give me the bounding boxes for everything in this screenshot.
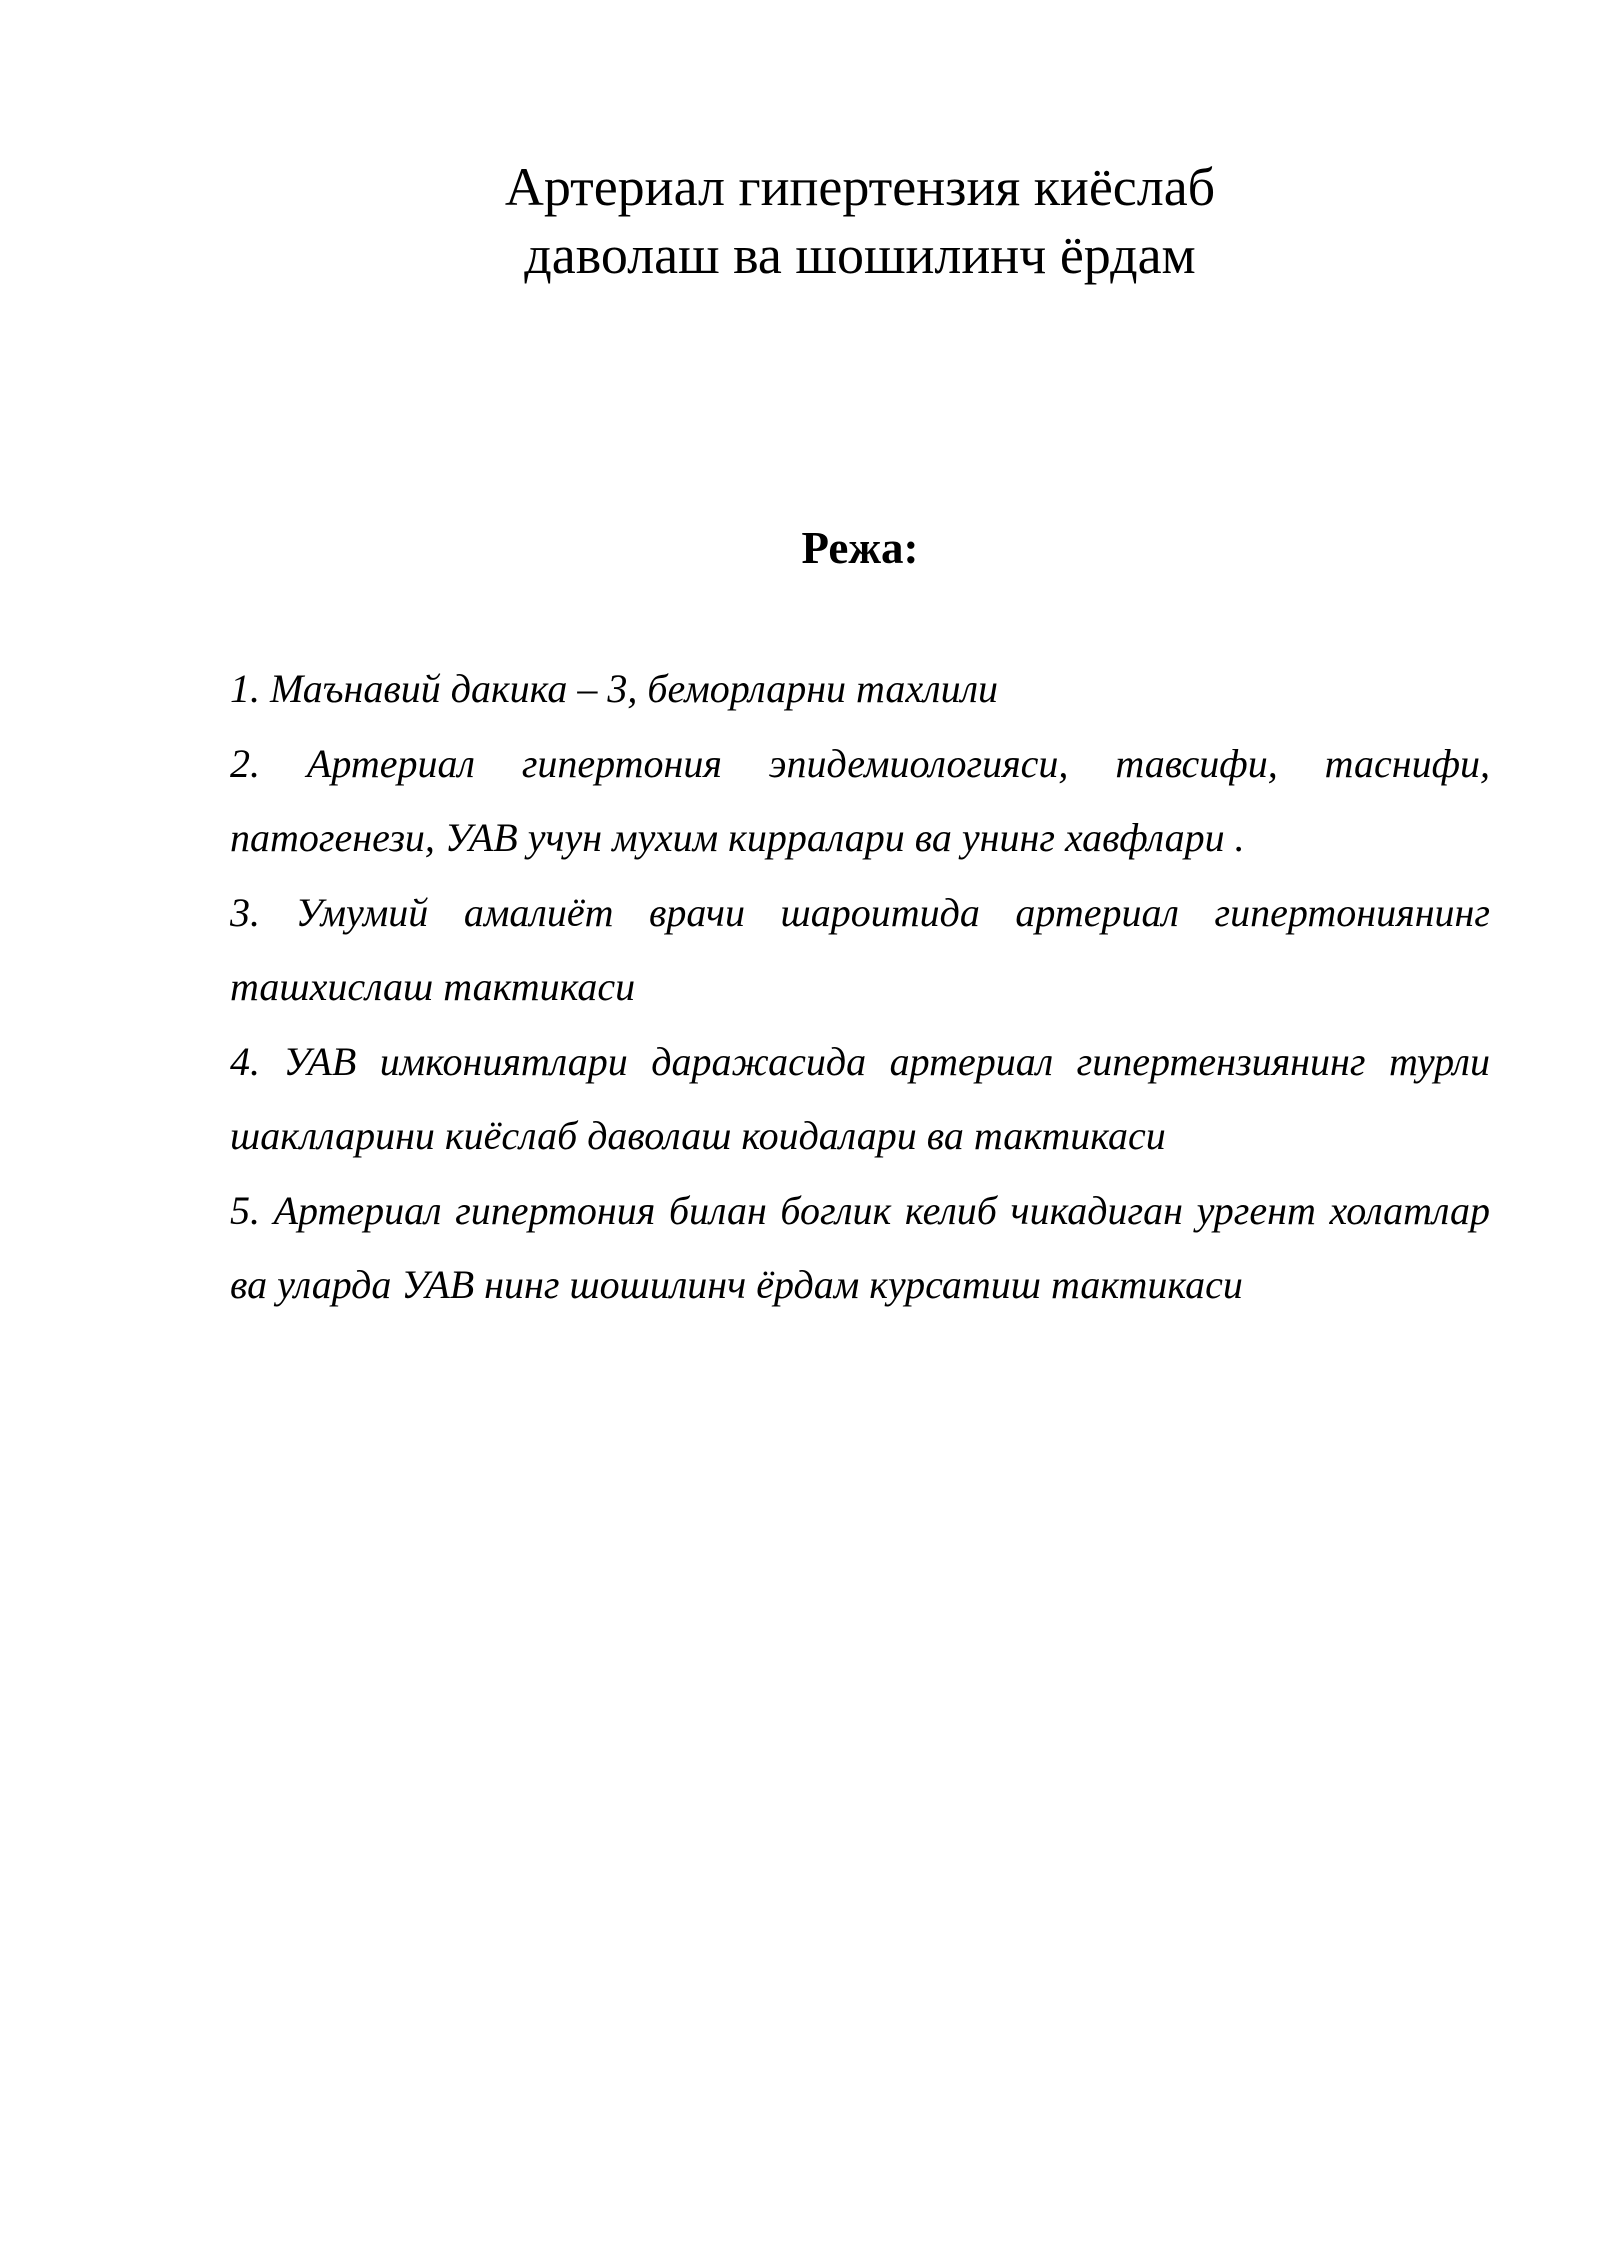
plan-item-5: 5. Артериал гипертония билан боглик келиб чикадиган ургент холатлар ва уларда УАВ нинг шошилинч ёрдам курсатиш тактикаси xyxy=(230,1187,1490,1307)
document-title xyxy=(290,153,1430,289)
plan-item-4: 4. УАВ имкониятлари даражасида артериал гипертензиянинг турли шаклларини киёслаб даволаш коидалари ва тактикаси xyxy=(230,1038,1490,1158)
document-title-line-2: даволаш ва шошилинч ёрдам xyxy=(524,225,1196,285)
document-title-line-1: Артериал гипертензия киёслаб xyxy=(504,157,1216,217)
plan-item-3: 3. Умумий амалиёт врачи шароитида артериал гипертониянинг ташхислаш тактикаси xyxy=(230,889,1490,1009)
plan-item-1: 1. Маънавий дакика – 3, беморларни тахлили xyxy=(230,666,999,711)
plan-list xyxy=(230,652,1490,1323)
plan-item-2: 2. Артериал гипертония эпидемиологияси, тавсифи, таснифи, патогенези, УАВ учун мухим кирралари ва унинг хавфлари . xyxy=(230,740,1490,860)
plan-heading: Режа: xyxy=(801,523,919,573)
